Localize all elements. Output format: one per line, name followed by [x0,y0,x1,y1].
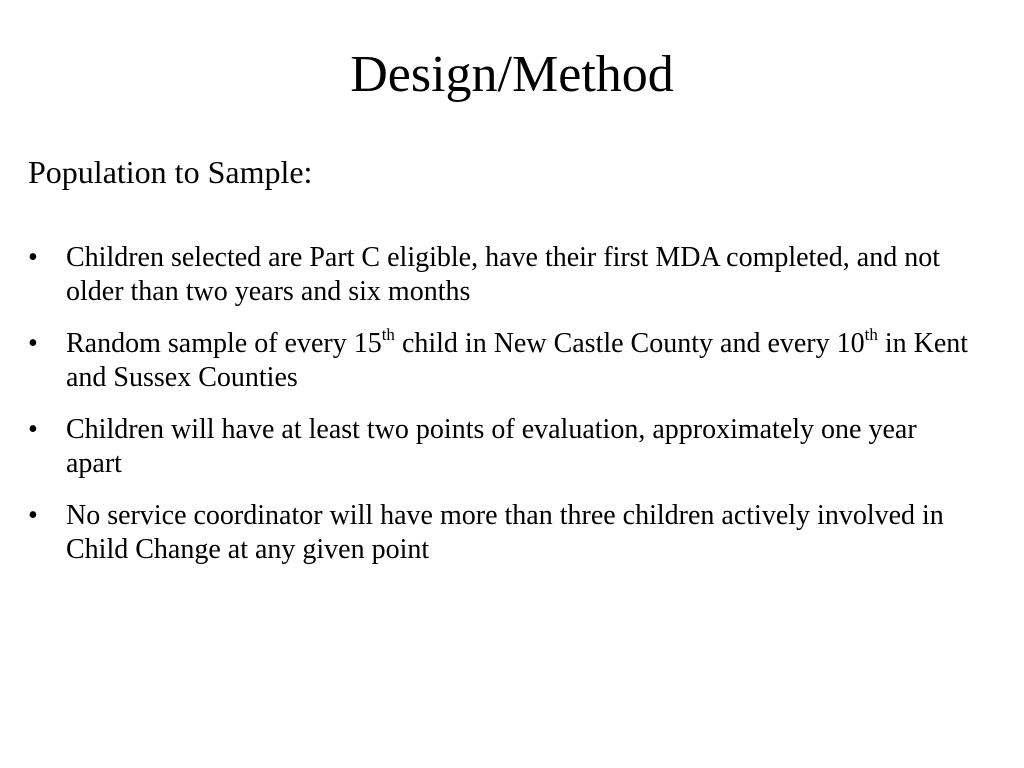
bullet-text: No service coordinator will have more than three children actively involved in Child Change at any given point [66,500,944,565]
bullet-list [28,241,978,585]
bullet-item-random-sample [28,324,978,395]
bullet-text: Children will have at least two points of evaluation, approximately one year apart [66,414,917,479]
bullet-item-evaluation-points [28,413,978,481]
bullet-text-part: Random sample of every 15 [66,328,382,359]
slide-title: Design/Method [350,46,674,103]
ordinal-superscript: th [864,324,878,344]
bullet-icon: • [28,500,38,531]
bullet-text-part: in Kent and Sussex Counties [66,328,969,393]
bullet-icon: • [28,414,38,445]
bullet-text-part: child in New Castle County and every 10 [394,328,865,359]
bullet-text: Children selected are Part C eligible, have their first MDA completed, and not older than two years and six months [66,242,940,307]
bullet-icon: • [28,242,38,273]
bullet-item-part-c-eligibility [28,241,978,309]
ordinal-superscript: th [381,324,395,344]
bullet-icon: • [28,328,38,359]
section-heading: Population to Sample: [28,154,313,190]
bullet-item-service-coordinator-limit [28,499,978,567]
